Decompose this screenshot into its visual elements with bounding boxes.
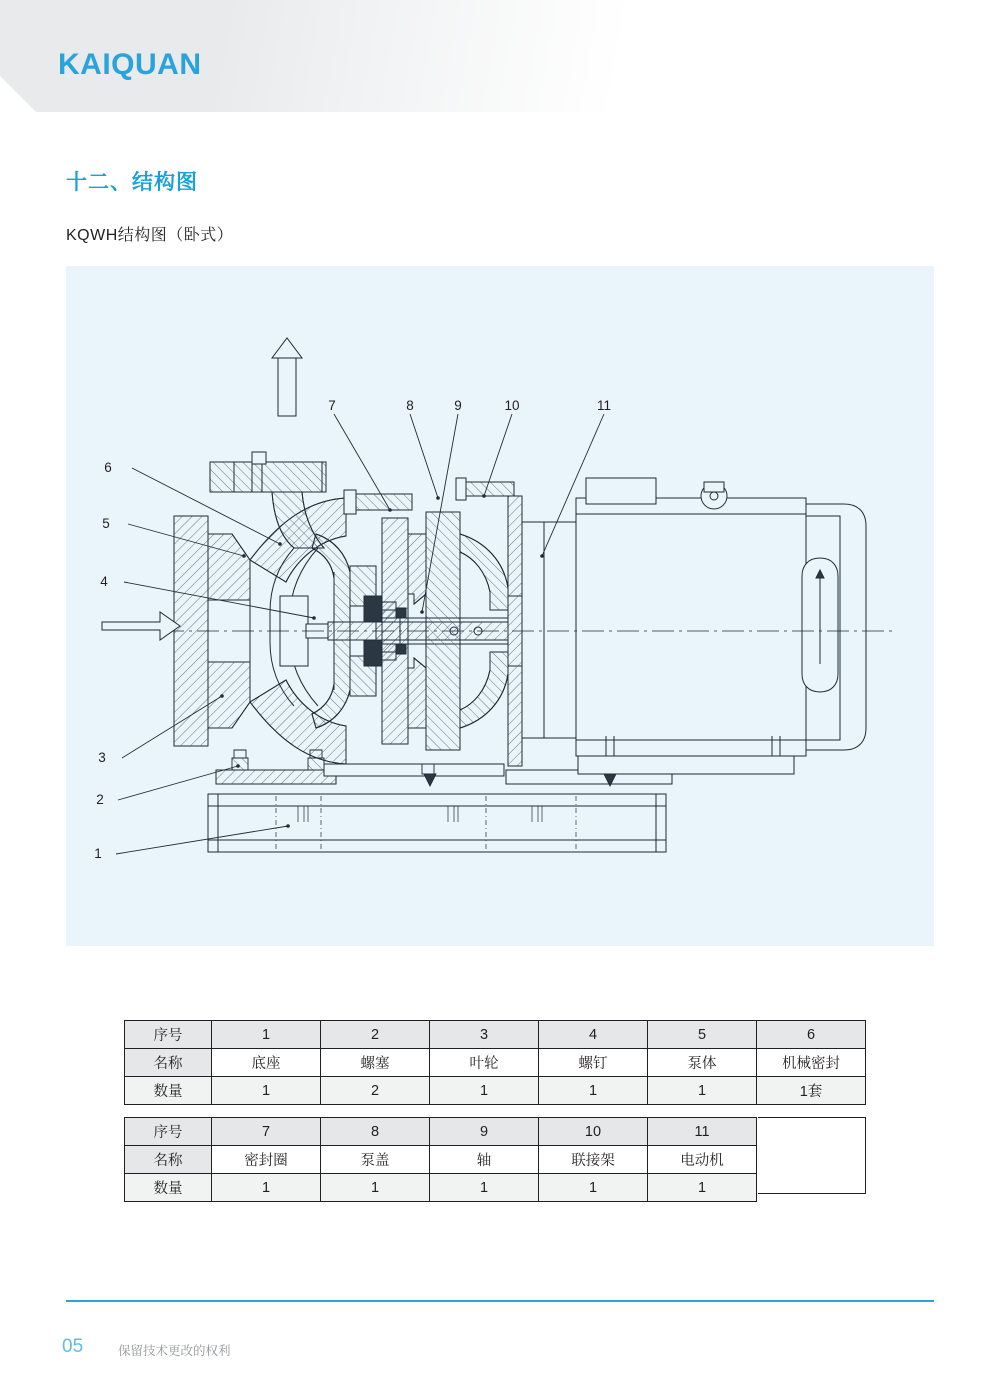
cell-name-6: 机械密封	[757, 1049, 866, 1077]
cell-qty-11: 1	[648, 1174, 757, 1202]
callout-2: 2	[96, 792, 104, 807]
cell-name-3: 叶轮	[430, 1049, 539, 1077]
brand-logo: KAIQUAN	[58, 48, 202, 81]
cell-qty-6: 1套	[757, 1077, 866, 1105]
page-number: 05	[62, 1336, 84, 1357]
cell-index-4: 4	[539, 1021, 648, 1049]
cell-name-4: 螺钉	[539, 1049, 648, 1077]
cell-name-5: 泵体	[648, 1049, 757, 1077]
cell-qty-9: 1	[430, 1174, 539, 1202]
callout-1: 1	[94, 846, 102, 861]
footer-divider	[66, 1300, 934, 1302]
cell-index-2: 2	[321, 1021, 430, 1049]
callout-6: 6	[104, 460, 112, 475]
cell-name-2: 螺塞	[321, 1049, 430, 1077]
cell-index-6: 6	[757, 1021, 866, 1049]
cell-name-7: 密封圈	[212, 1146, 321, 1174]
callout-10: 10	[504, 398, 520, 413]
cell-name-11: 电动机	[648, 1146, 757, 1174]
pump-cross-section-diagram	[66, 266, 934, 946]
callout-9: 9	[454, 398, 462, 413]
cell-qty-10: 1	[539, 1174, 648, 1202]
callout-11: 11	[596, 398, 612, 413]
cell-qty-4: 1	[539, 1077, 648, 1105]
cell-name-8: 泵盖	[321, 1146, 430, 1174]
footer-note: 保留技术更改的权利	[118, 1344, 231, 1358]
cell-qty-1: 1	[212, 1077, 321, 1105]
parts-tables	[124, 1020, 866, 1202]
cell-name-10: 联接架	[539, 1146, 648, 1174]
row-label-name: 名称	[125, 1049, 212, 1077]
cell-qty-3: 1	[430, 1077, 539, 1105]
cell-index-1: 1	[212, 1021, 321, 1049]
table-row	[125, 1049, 866, 1077]
page-header	[0, 0, 1000, 112]
base-plate	[208, 764, 672, 852]
callout-4: 4	[100, 574, 108, 589]
electric-motor	[576, 478, 866, 774]
table-row	[125, 1118, 757, 1146]
cell-index-8: 8	[321, 1118, 430, 1146]
cell-qty-5: 1	[648, 1077, 757, 1105]
cell-index-7: 7	[212, 1118, 321, 1146]
structure-drawing	[66, 266, 934, 946]
cell-index-5: 5	[648, 1021, 757, 1049]
cell-index-11: 11	[648, 1118, 757, 1146]
row-label-index: 序号	[125, 1118, 212, 1146]
cell-name-9: 轴	[430, 1146, 539, 1174]
inlet-flow-arrow	[102, 612, 180, 640]
cell-qty-8: 1	[321, 1174, 430, 1202]
row-label-qty: 数量	[125, 1077, 212, 1105]
page-subtitle: KQWH结构图（卧式）	[66, 227, 234, 244]
parts-table-top	[124, 1020, 866, 1105]
cell-index-10: 10	[539, 1118, 648, 1146]
cell-qty-7: 1	[212, 1174, 321, 1202]
row-label-qty: 数量	[125, 1174, 212, 1202]
table-row	[125, 1021, 866, 1049]
table-row	[125, 1077, 866, 1105]
cell-qty-2: 2	[321, 1077, 430, 1105]
table-row	[125, 1146, 757, 1174]
callout-5: 5	[102, 516, 110, 531]
table-divider	[124, 1105, 866, 1117]
cell-name-1: 底座	[212, 1049, 321, 1077]
callout-7: 7	[328, 398, 336, 413]
cell-index-9: 9	[430, 1118, 539, 1146]
row-label-index: 序号	[125, 1021, 212, 1049]
page-title: 十二、结构图	[66, 171, 198, 194]
row-label-name: 名称	[125, 1146, 212, 1174]
outlet-flow-arrow	[272, 338, 302, 416]
cell-index-3: 3	[430, 1021, 539, 1049]
table-row	[125, 1174, 757, 1202]
callout-8: 8	[406, 398, 414, 413]
table-empty-cell	[758, 1117, 866, 1194]
parts-table-bottom	[124, 1117, 757, 1202]
callout-3: 3	[98, 750, 106, 765]
